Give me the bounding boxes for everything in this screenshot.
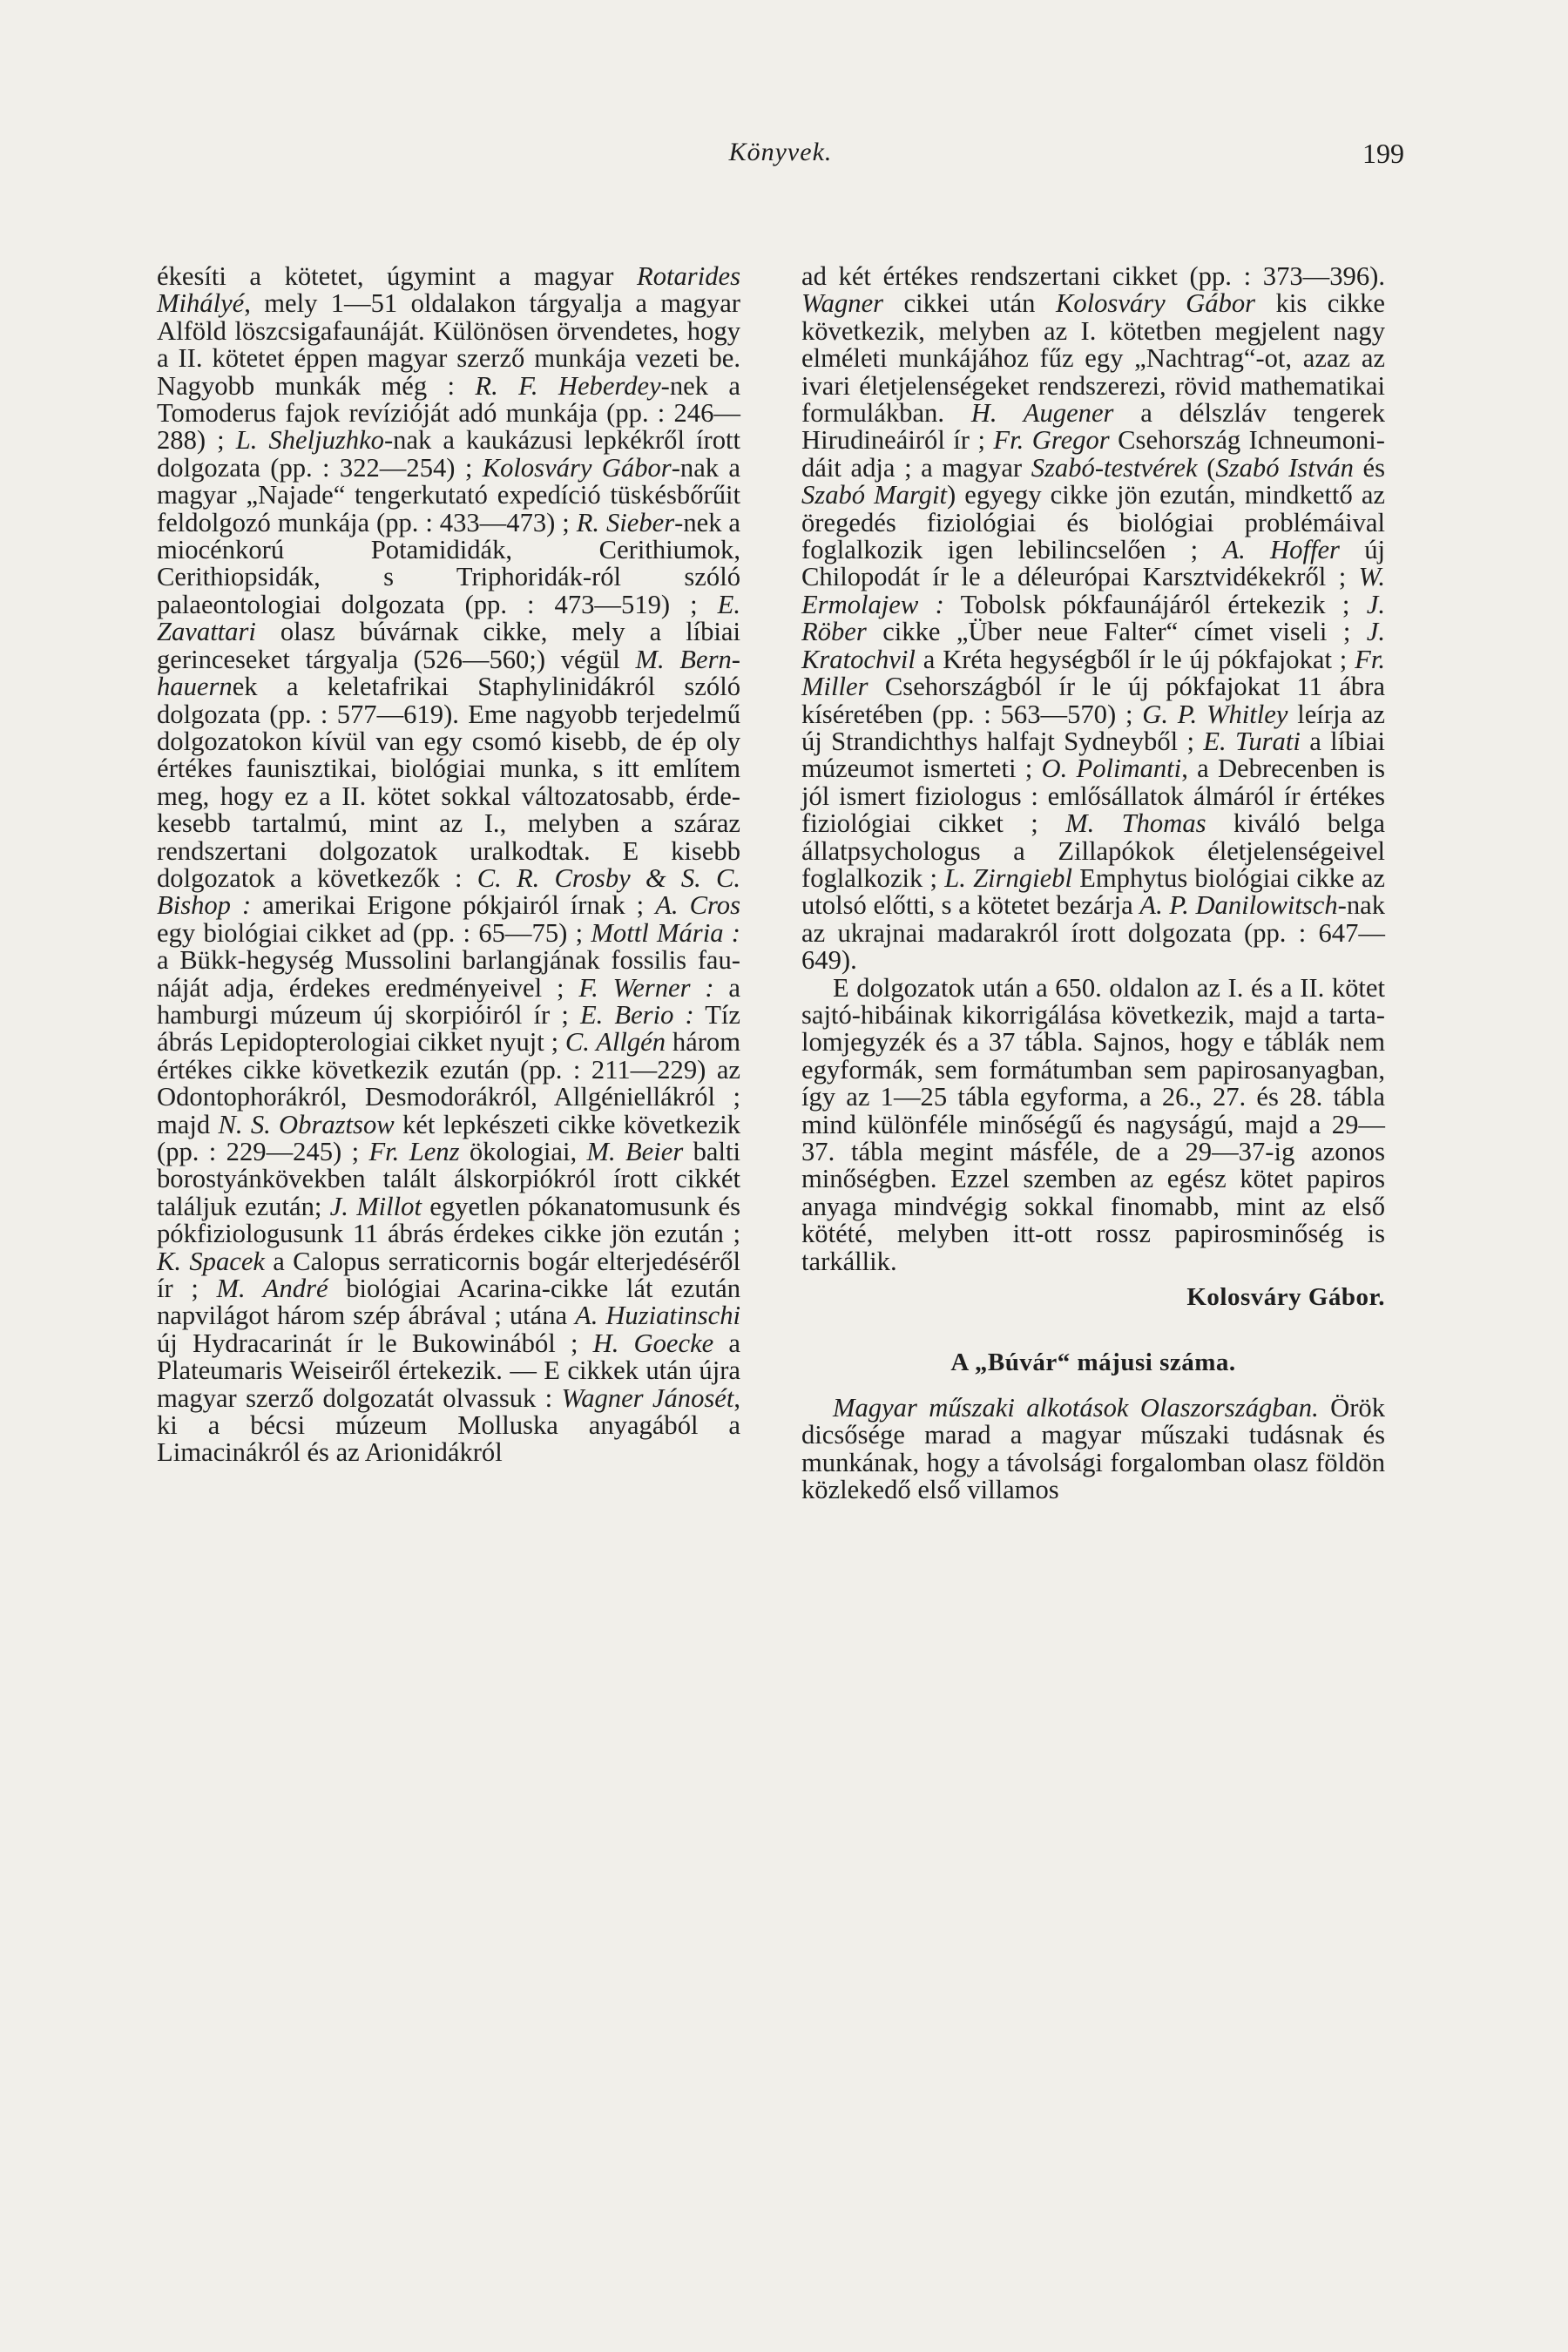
right-column (801, 263, 1385, 1504)
review-closing-paragraph: E dolgozatok után a 650. oldalon az I. és a II. kötet sajtó-hibáinak kikorrigálása következik, majd a tartalomjegyzék és a 37 tábla. Sajnos, hogy e táblák nem egyformák, sem formátumban sem papirosanyagban, így az 1—25 tábla egyforma, a 26., 27. és 28. tábla mind különféle minőségű és nagyságú, majd a 29—37. tábla megint másféle, de a 29—37-ig azonos minőségben. Ezzel szemben az egész kötet papiros anyaga mindvégig sokkal finomabb, mint az első kötété, melyben itt-ott rossz papirosminőség is tarkállik. (801, 972, 1385, 1276)
left-column-text: ékesíti a kötetet, úgymint a magyar Rotarides Mihályé, mely 1—51 oldalakon tárgyalja a magyar Alföld löszcsigafaunáját. Különösen örvendetes, hogy a II. kötetet éppen magyar szerző munkája vezeti be. Nagyobb munkák még : R. F. Heberdey-nek a Tomoderus fajok revízióját adó munkája (pp. : 246—288) ; L. Sheljuzhko-nak a kaukázusi lepkékről írott dolgozata (pp. : 322—254) ; Kolosváry Gábor-nak a magyar „Najade“ tengerkutató expedíció tüskésbőrűit feldolgozó munkája (pp. : 433—473) ; R. Sieber-nek a miocénkorú Potamididák, Cerithiumok, Cerithiopsidák, s Triphoridák-ról szóló palaeontologiai dolgozata (pp. : 473—519) ; E. Zavattari olasz búvárnak cikke, mely a líbiai gerinceseket tárgyalja (526—560;) végül M. Bernhauernek a keletafrikai Staphylinidákról szóló dolgozata (pp. : 577—619). Eme nagyobb terjedelmű dolgozatokon kívül van egy csomó kisebb, de ép oly értékes faunisztikai, biológiai munka, s itt említem meg, hogy ez a II. kötet sokkal változatosabb, érdekesebb tartalmú, mint az I., melyben a száraz rendszertani dolgozatok uralkodtak. E kisebb dolgozatok a következők : C. R. Crosby & S. C. Bishop : amerikai Erigone pókjairól írnak ; A. Cros egy biológiai cikket ad (pp. : 65—75) ; Mottl Mária : a Bükk-hegység Mussolini barlangjának fossilis faunáját adja, érdekes eredményeivel ; F. Werner : a hamburgi múzeum új skorpióiról ír ; E. Berio : Tíz ábrás Lepidopterologiai cikket nyujt ; C. Allgén három értékes cikke következik ezután (pp. : 211—229) az Odontophorákról, Desmodorákról, Allgéniellákról ; majd N. S. Obraztsow két lepkészeti cikke következik (pp. : 229—245) ; Fr. Lenz ökologiai, M. Beier balti borostyánkövekben talált álskorpiókról írott cikkét találjuk ezután; J. Millot egyetlen pókanatomusunk és pókfiziologusunk 11 ábrás érdekes cikke jön ezután ; K. Spacek a Calopus serraticornis bogár elterjedéséről ír ; M. André biológiai Acarina-cikke lát ezután napvilágot három szép ábrával ; utána A. Huziatinschi új Hydracarinát ír le Bukowinából ; H. Goecke a Plateumaris Weiseiről értekezik. — E cikkek után újra magyar szerző dolgozatát olvassuk : Wagner Jánosét, ki a bécsi múzeum Molluska anyagából a Limacinákról és az Arionidákról (157, 261, 741, 1468)
section-first-paragraph: Magyar műszaki alkotások Olaszországban. Örök dicsősége marad a magyar műszaki tudásnak és munkának, hogy a távolsági forgalomban olasz földön közlekedő első villamos (801, 1392, 1385, 1505)
page-number: 199 (1362, 138, 1404, 169)
left-column (157, 263, 740, 1467)
section-title: A „Búvár“ májusi száma. (950, 1348, 1236, 1377)
page-header (157, 138, 1404, 176)
review-continuation-paragraph: ad két értékes rendszertani cikket (pp. : 373—396). Wagner cikkei után Kolosváry Gábor kis cikke következik, melyben az I. kötetben megjelent nagy elméleti munkájához fűz egy „Nachtrag“-ot, azaz az ivari életjelenségeket rendszerezi, rövid mathematikai formulákban. H. Augener a délszláv tengerek Hirudineáiról ír ; Fr. Gregor Csehország Ichneumonidáit adja ; a magyar Szabó-testvérek (Szabó István és Szabó Margit) egyegy cikke jön ezután, mindkettő az öregedés fiziológiai és biológiai problémáival foglalkozik igen lebilincselően ; A. Hoffer új Chilopodát ír le a déleurópai Karsztvidékekről ; W. Ermolajew : Tobolsk pókfaunájáról értekezik ; J. Röber cikke „Über neue Falter“ címet viseli ; J. Kratochvil a Kréta hegységből ír le új pókfajokat ; Fr. Miller Csehországból ír le új pókfajokat 11 ábra kíséretében (pp. : 563—570) ; G. P. Whitley leírja az új Strandichthys halfajt Sydneyből ; E. Turati a líbiai múzeumot ismerteti ; O. Polimanti, a Debrecenben is jól ismert fiziologus : emlősállatok álmáról ír értékes fiziológiai cikket ; M. Thomas kiváló belga állatpsychologus a Zillapókok életjelenségeivel foglalkozik ; L. Zirngiebl Emphytus biológiai cikke az utolsó előtti, s a kötetet bezárja A. P. Danilowitsch-nak az ukrajnai madarakról írott dolgozata (pp. : 647—649). (801, 261, 1386, 976)
running-title: Könyvek. (728, 138, 833, 166)
reviewer-signature: Kolosváry Gábor. (1186, 1283, 1385, 1312)
